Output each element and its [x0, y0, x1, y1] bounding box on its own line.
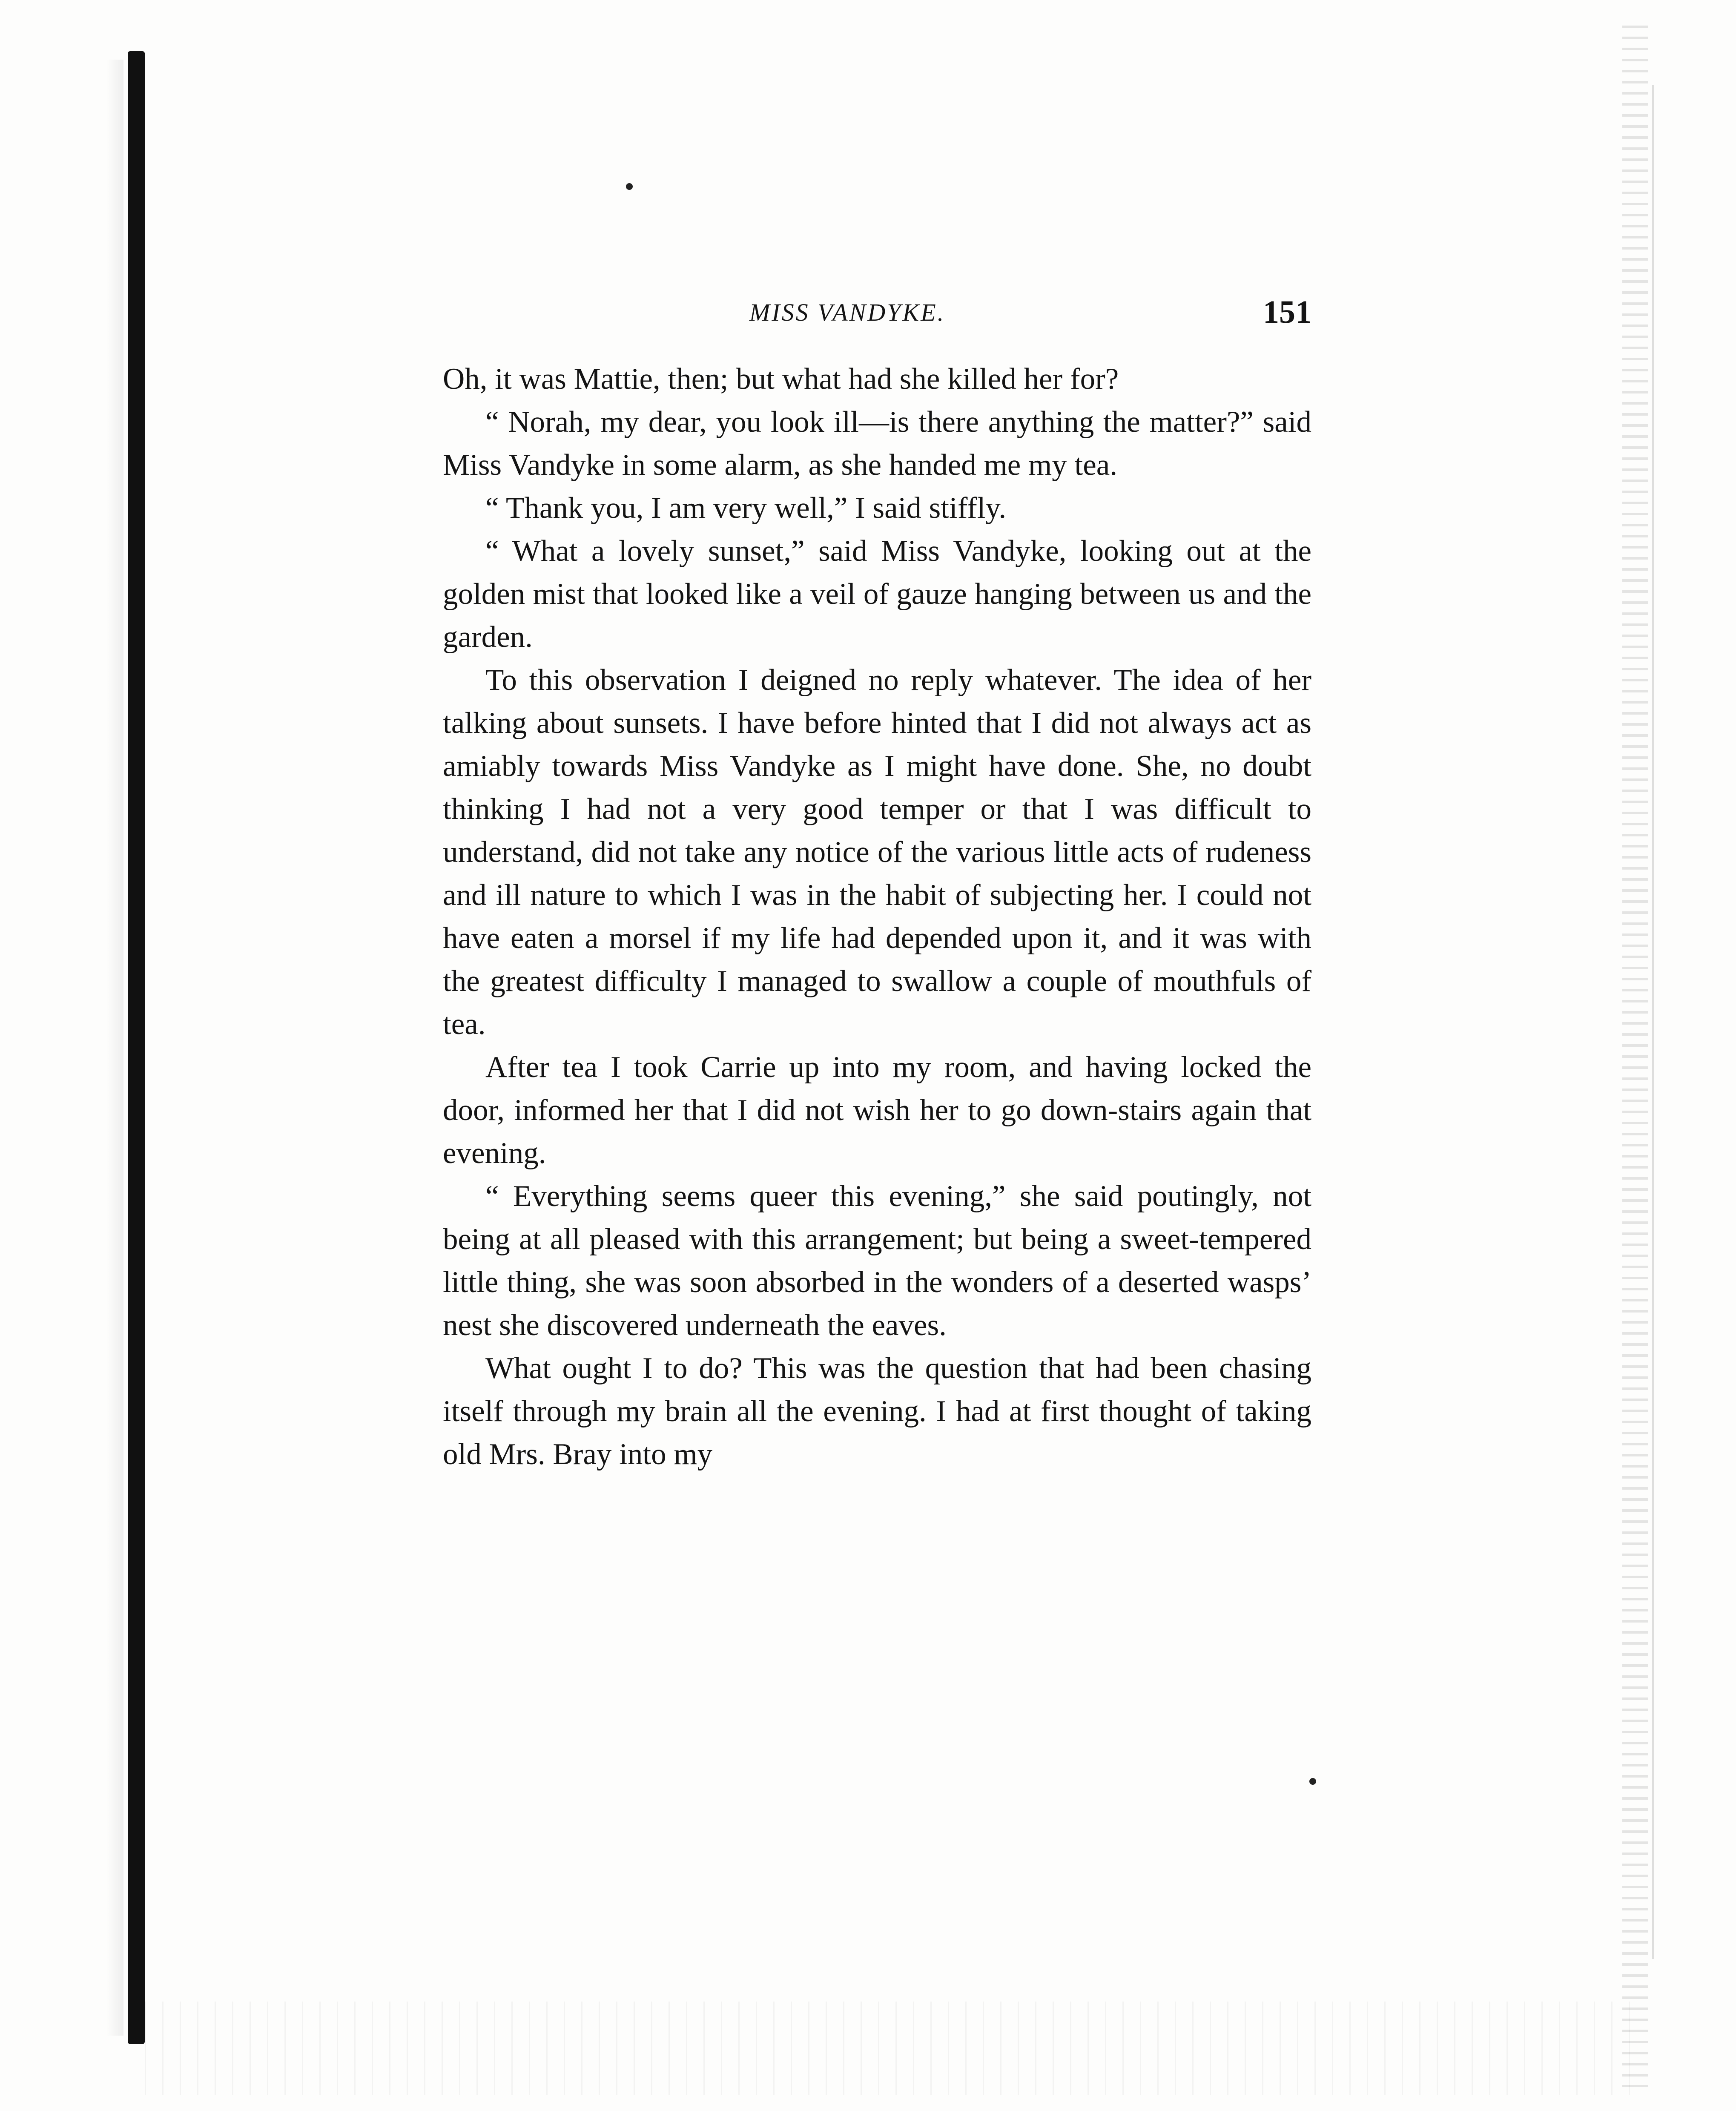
paragraph: Oh, it was Mattie, then; but what had she killed her for? — [443, 362, 1119, 396]
binding-shadow — [106, 60, 123, 2036]
body-text — [443, 358, 1311, 1476]
page-edge-line — [1652, 85, 1654, 1959]
paragraph: “ Norah, my dear, you look ill—is there anything the matter?” said Miss Vandyke in some alarm, as she handed me my tea. — [443, 405, 1311, 482]
ink-speck — [626, 183, 633, 190]
paragraph: What ought I to do? This was the question that had been chasing itself through my brain all the evening. I had at first thought of taking old Mrs. Bray into my — [443, 1352, 1311, 1471]
paragraph: To this observation I deigned no reply whatever. The idea of her talking about sunsets. I have before hinted that I did not always act as amiably towards Miss Vandyke as I might have done. She, no doubt thinking I had not a very good temper or that I was difficult to understand, did not take any notice of the various little acts of rudeness and ill nature to which I was in the habit of subjecting her. I could not have eaten a morsel if my life had depended upon it, and it was with the greatest difficulty I managed to swallow a couple of mouthfuls of tea. — [443, 663, 1311, 1041]
ink-speck — [1309, 1778, 1316, 1785]
paragraph: “ Everything seems queer this evening,” she said poutingly, not being at all pleased with this arrangement; but being a sweet-tempered little thing, she was soon absorbed in the wonders of a deserted wasps’ nest she discovered underneath the eaves. — [443, 1180, 1311, 1342]
paragraph: “ Thank you, I am very well,” I said stiffly. — [485, 491, 1007, 525]
running-title: MISS VANDYKE. — [749, 299, 946, 326]
running-head — [443, 294, 1311, 341]
paragraph: After tea I took Carrie up into my room, and having locked the door, informed her that I did not wish her to go down-stairs again that evening. — [443, 1051, 1311, 1170]
paragraph: “ What a lovely sunset,” said Miss Vandyke, looking out at the golden mist that looked like a veil of gauze hanging between us and the garden. — [443, 534, 1311, 654]
page-edge-speckle — [1622, 26, 1648, 2087]
binding-edge — [128, 51, 145, 2044]
scan-noise — [145, 2002, 1635, 2095]
page-number: 151 — [1263, 294, 1311, 330]
text-block — [443, 294, 1311, 1476]
